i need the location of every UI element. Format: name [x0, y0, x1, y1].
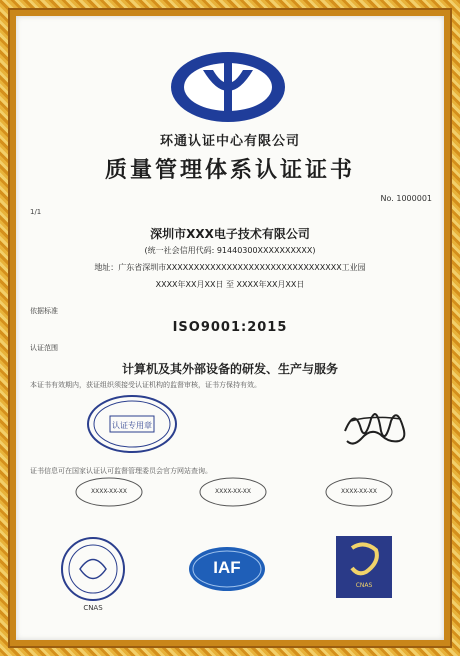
organization-name: 深圳市XXX电子技术有限公司	[150, 227, 310, 241]
official-seal-icon	[86, 394, 178, 454]
iaf-label: IAF	[213, 558, 241, 577]
standard-code: ISO9001:2015	[172, 320, 288, 335]
certification-scope: 计算机及其外部设备的研发、生产与服务	[121, 362, 338, 376]
date-seal-text-2: XXXX-XX-XX	[214, 488, 252, 495]
date-seal-text-3: XXXX-XX-XX	[340, 488, 378, 495]
organization-address: 地址：广东省深圳市XXXXXXXXXXXXXXXXXXXXXXXXXXXXXXXX工业园	[94, 263, 366, 272]
page-marker: 1/1	[30, 208, 42, 216]
certificate-title: 质量管理体系认证证书	[104, 157, 355, 183]
seal-text: 认证专用章	[112, 421, 152, 430]
issuer-name: 环通认证中心有限公司	[159, 134, 300, 149]
organization-code: (统一社会信用代码: 91440300XXXXXXXXXX)	[144, 246, 316, 255]
validity-dates: XXXX年XX月XX日 至 XXXX年XX月XX日	[155, 280, 305, 289]
scope-label: 认证范围	[30, 344, 58, 352]
cnas-caption: CNAS	[83, 604, 103, 612]
certificate-number: No. 1000001	[380, 194, 432, 203]
cnas-accreditation-icon	[60, 536, 126, 602]
date-seal-2	[198, 476, 268, 508]
date-seal-1	[74, 476, 144, 508]
fine-print-1: 本证书有效期内，获证组织须接受认证机构的监督审核，证书方保持有效。	[30, 381, 261, 389]
signature-icon	[341, 401, 411, 449]
fine-print-2: 证书信息可在国家认证认可监督管理委员会官方网站查询。	[30, 467, 212, 475]
certification-body-logo	[169, 50, 287, 124]
accreditation-mark-label: CNAS	[355, 582, 373, 589]
certificate-paper	[16, 16, 444, 640]
date-seal-3	[324, 476, 394, 508]
date-seal-text-1: XXXX-XX-XX	[90, 488, 128, 495]
standard-label: 依据标准	[30, 307, 58, 315]
